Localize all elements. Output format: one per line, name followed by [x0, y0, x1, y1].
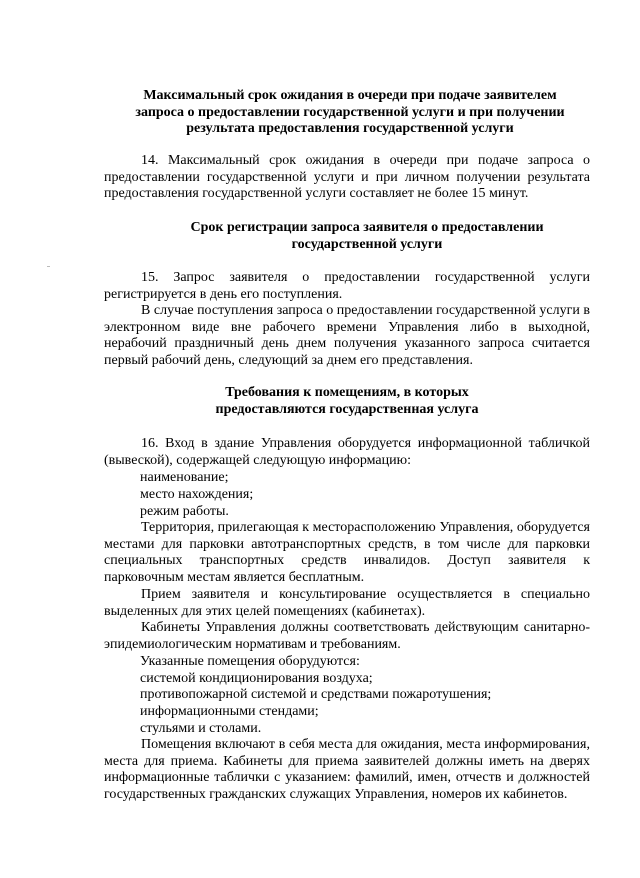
paragraph-14: 14. Максимальный срок ожидания в очереди при подаче запроса о предоставлении государственной услуги и при личном получении результата предоставления государственной услуги составляет не более 15 минут.: [104, 153, 590, 202]
paragraph-16: 16. Вход в здание Управления оборудуется информационной табличкой (вывеской), содержащей следующую информацию:: [104, 436, 590, 468]
heading-line: Максимальный срок ожидания в очереди при подаче заявителем: [143, 88, 557, 103]
list-item: информационными стендами;: [140, 704, 319, 719]
list-item: стульями и столами.: [140, 721, 262, 736]
scan-speck: [47, 266, 50, 267]
list-item: режим работы.: [140, 504, 229, 519]
heading-line: предоставляются государственная услуга: [215, 401, 479, 417]
paragraph-15: 15. Запрос заявителя о предоставлении государственной услуги регистрируется в день его поступления.: [104, 270, 590, 302]
heading-line: результата предоставления государственной услуги: [186, 121, 514, 136]
list-intro: Указанные помещения оборудуются:: [140, 654, 360, 669]
section-heading-registration: [110, 220, 624, 253]
paragraph-premises: Помещения включают в себя места для ожидания, места информирования, места для приема. Кабинеты для приема заявителей должны иметь на дверях информационные таблички с указанием: фамилий, имен, отчеств и должностей государственных гражданских служащих Управления, номеров их кабинетов.: [104, 737, 590, 802]
heading-line: запроса о предоставлении государственной услуги и при получении: [135, 104, 565, 120]
list-item: место нахождения;: [140, 487, 254, 502]
heading-line: государственной услуги: [291, 236, 443, 252]
paragraph-15-electronic: В случае поступления запроса о предоставлении государственной услуги в электронном виде вне рабочего времени Управления либо в выходной, нерабочий праздничный день днем получения указанного запроса считается первый рабочий день, следующий за днем его представления.: [104, 303, 590, 368]
heading-line: Срок регистрации запроса заявителя о предоставлении: [190, 220, 544, 235]
paragraph-territory: Территория, прилегающая к месторасположению Управления, оборудуется местами для парковки автотранспортных средств, в том числе для парковки специальных транспортных средств инвалидов. Доступ заявителя к парковочным местам является бесплатным.: [104, 520, 590, 585]
heading-line: Требования к помещениям, в которых: [225, 385, 469, 400]
paragraph-reception: Прием заявителя и консультирование осуществляется в специально выделенных для этих целей помещениях (кабинетах).: [104, 587, 590, 619]
section-heading-wait-time: [110, 88, 590, 138]
list-item: противопожарной системой и средствами пожаротушения;: [140, 687, 492, 702]
list-item: системой кондиционирования воздуха;: [140, 671, 373, 686]
paragraph-cabinets: Кабинеты Управления должны соответствовать действующим санитарно-эпидемиологическим нормативам и требованиям.: [104, 620, 590, 652]
section-heading-premises: [104, 385, 590, 418]
list-item: наименование;: [140, 470, 229, 485]
